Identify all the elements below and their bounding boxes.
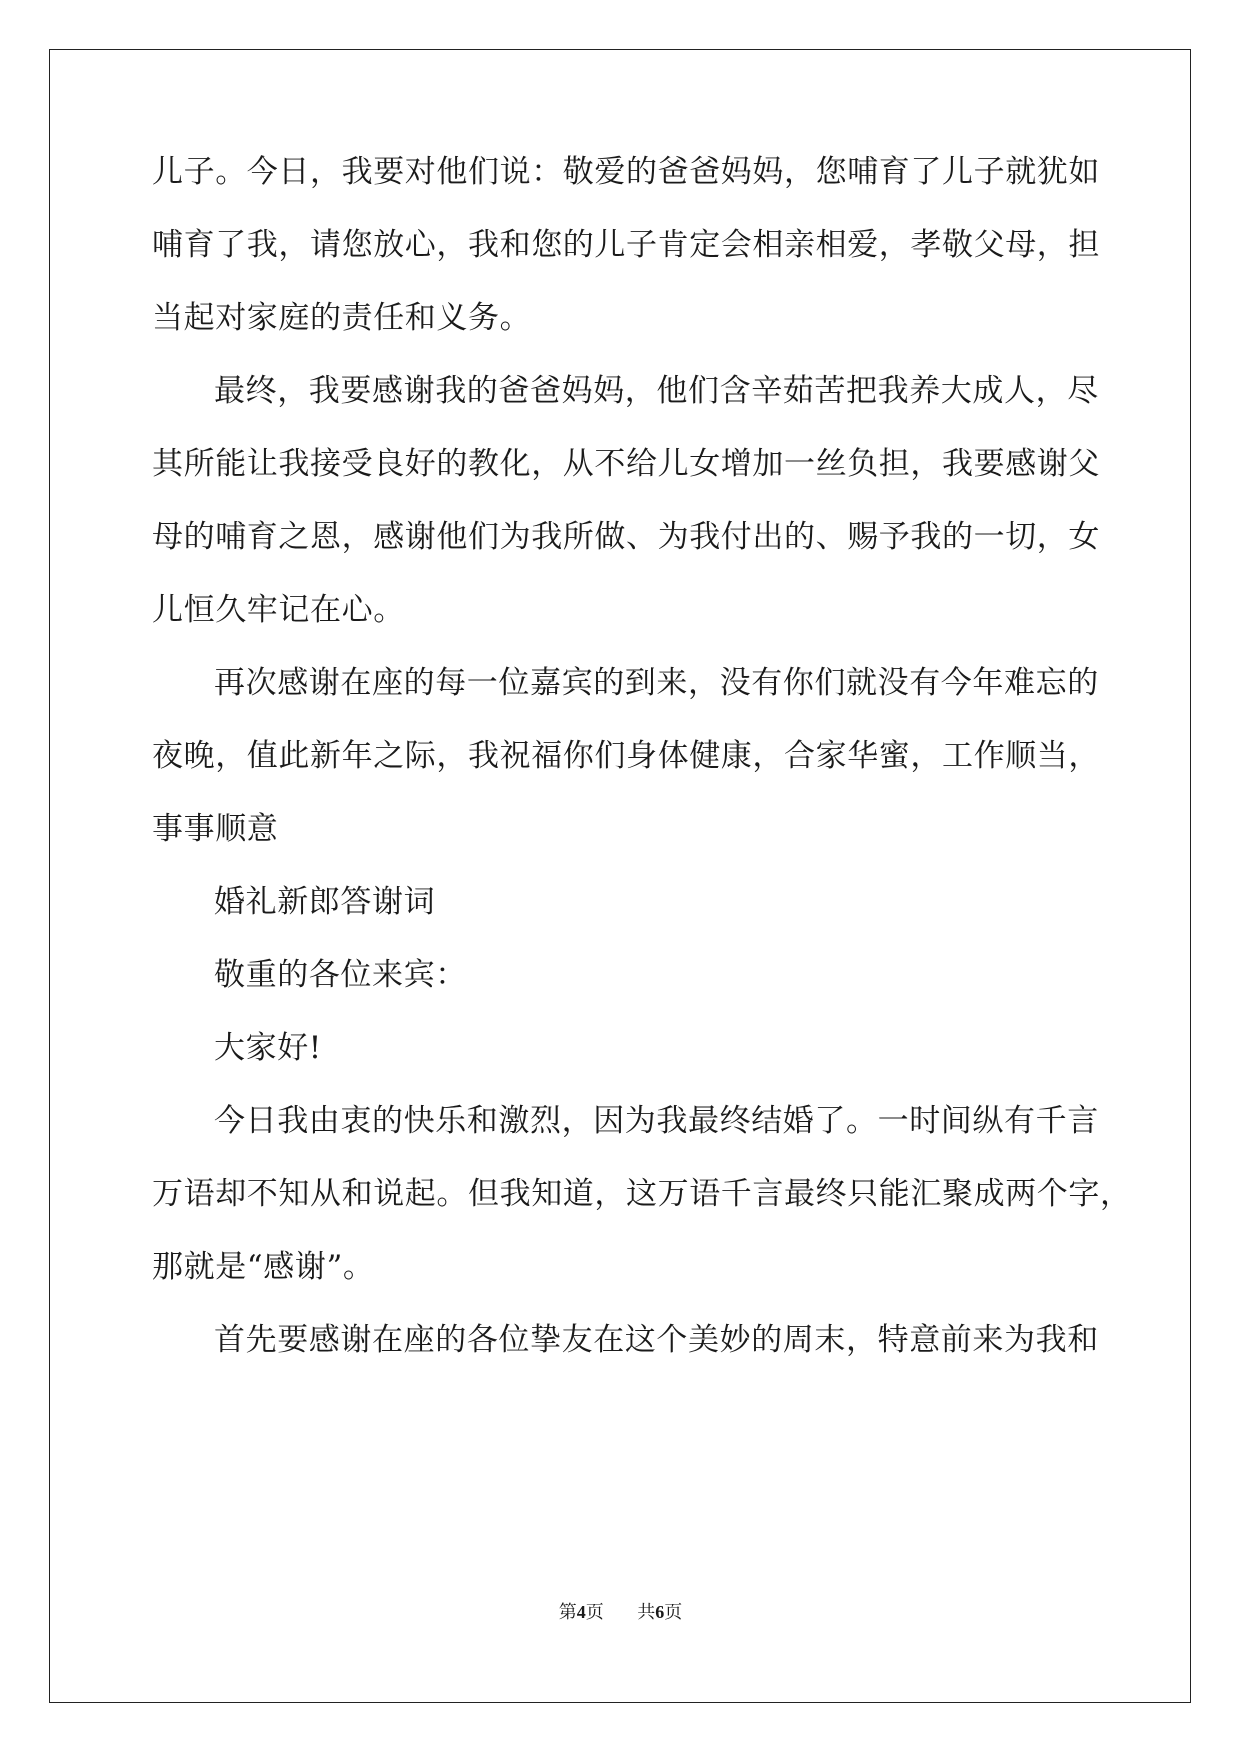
text-line: 夜晚，值此新年之际，我祝福你们身体健康，合家华蜜，工作顺当， <box>152 738 1100 774</box>
text-line: 事事顺意 <box>152 811 279 847</box>
salutation: 敬重的各位来宾： <box>214 957 467 993</box>
text-line: 儿恒久牢记在心。 <box>152 592 405 628</box>
paragraph-first-line: 最终，我要感谢我的爸爸妈妈，他们含辛茹苦把我养大成人，尽 <box>214 373 1099 409</box>
greeting: 大家好! <box>214 1030 322 1066</box>
total-prefix: 共 <box>637 1602 656 1623</box>
paragraph-first-line: 今日我由衷的快乐和激烈，因为我最终结婚了。一时间纵有千言 <box>214 1103 1099 1139</box>
section-title: 婚礼新郎答谢词 <box>214 884 436 920</box>
text-line: 那就是“感谢”。 <box>152 1249 375 1285</box>
total-suffix: 页 <box>664 1602 683 1623</box>
text-line: 母的哺育之恩，感谢他们为我所做、为我付出的、赐予我的一切，女 <box>152 519 1100 555</box>
text-line: 儿子。今日，我要对他们说：敬爱的爸爸妈妈，您哺育了儿子就犹如 <box>152 154 1100 190</box>
current-page-number: 4 <box>576 1602 586 1622</box>
paragraph-first-line: 首先要感谢在座的各位挚友在这个美妙的周末，特意前来为我和 <box>214 1322 1099 1358</box>
page-footer <box>0 1600 1241 1625</box>
page-prefix: 第 <box>558 1602 577 1623</box>
text-line: 当起对家庭的责任和义务。 <box>152 300 532 336</box>
page-total-label <box>637 1602 682 1623</box>
total-page-number: 6 <box>655 1602 665 1622</box>
text-line: 万语却不知从和说起。但我知道，这万语千言最终只能汇聚成两个字， <box>152 1176 1132 1212</box>
text-line: 其所能让我接受良好的教化，从不给儿女增加一丝负担，我要感谢父 <box>152 446 1100 482</box>
text-line: 哺育了我，请您放心，我和您的儿子肯定会相亲相爱，孝敬父母，担 <box>152 227 1100 263</box>
page-suffix: 页 <box>585 1602 604 1623</box>
paragraph-first-line: 再次感谢在座的每一位嘉宾的到来，没有你们就没有今年难忘的 <box>214 665 1099 701</box>
page-number-label <box>559 1602 610 1623</box>
